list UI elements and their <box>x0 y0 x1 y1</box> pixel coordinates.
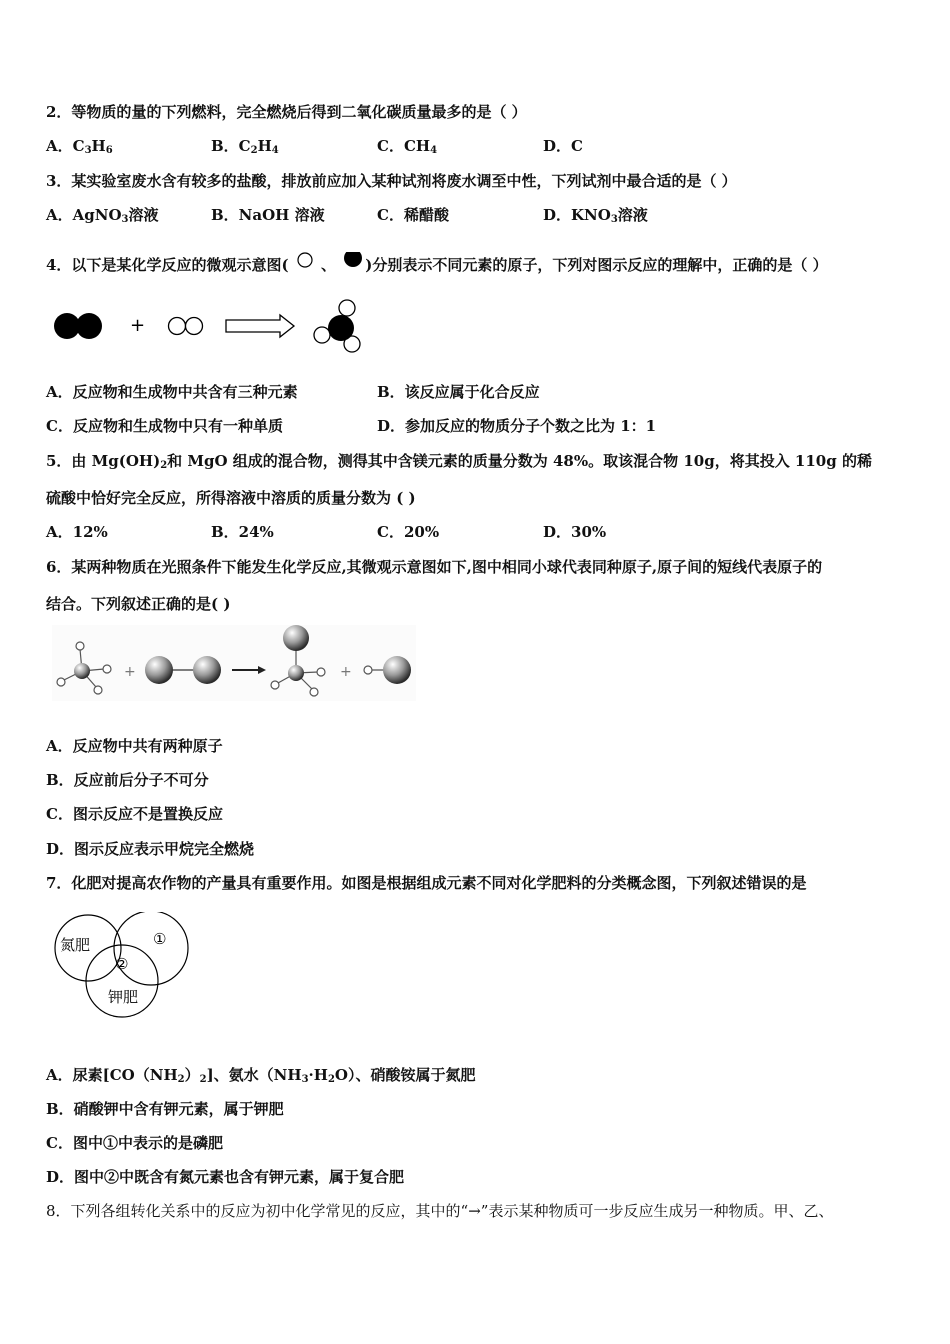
q4-reaction-diagram <box>50 298 370 358</box>
q4-option-b: B．该反应属于化合反应 <box>377 383 540 401</box>
q5-option-a: A．12% <box>46 523 108 541</box>
product-white-top <box>339 300 355 316</box>
q7-option-b: B．硝酸钾中含有钾元素，属于钾肥 <box>46 1100 284 1118</box>
q7-venn-diagram <box>50 912 200 1022</box>
q3-option-c: C．稀醋酸 <box>377 206 449 224</box>
venn-one-label: ① <box>153 930 167 948</box>
q6-option-d: D．图示反应表示甲烷完全燃烧 <box>46 840 255 858</box>
q2-option-d: D．C <box>543 137 583 155</box>
q3-option-b: B．NaOH 溶液 <box>211 206 325 224</box>
q6-option-b: B．反应前后分子不可分 <box>46 771 209 789</box>
q6-plus-1: + <box>124 664 136 680</box>
q4-option-c: C．反应物和生成物中只有一种单质 <box>46 417 283 435</box>
q5-option-d: D．30% <box>543 523 607 541</box>
q6-stem-line2: 结合。下列叙述正确的是( ) <box>46 595 231 613</box>
q4-option-d: D．参加反应的物质分子个数之比为 1：1 <box>377 417 657 435</box>
reaction-arrow <box>226 315 294 337</box>
white-atom-icon <box>294 252 316 274</box>
venn-two-label: ② <box>115 955 129 973</box>
q6-option-c: C．图示反应不是置换反应 <box>46 805 223 823</box>
q6-plus-2: + <box>340 664 352 680</box>
q7-option-c: C．图中①中表示的是磷肥 <box>46 1134 223 1152</box>
q7-option-a: A．尿素$[CO(NH_2)_2]$、氨水$(NH_3\cdot H_2O)$、硝酸铵属于氮肥 <box>46 1066 476 1085</box>
q3-option-a: A．AgNO$_3$溶液 <box>46 206 159 225</box>
q5-stem-line1: 5．由 $Mg(OH)_2$和 MgO 组成的混合物，测得其中含镁元素的质量分数为 48%。取该混合物 10g，将其投入 110g 的稀 <box>46 452 872 471</box>
black-atom-icon <box>341 252 365 274</box>
q8-stem: 8．下列各组转化关系中的反应为初中化学常见的反应，其中的“→”表示某种物质可一步反应生成另一种物质。甲、乙、 <box>46 1202 834 1220</box>
q6-option-a: A．反应物中共有两种原子 <box>46 737 223 755</box>
q2-option-b: B．$C_2H_4$ <box>211 137 279 156</box>
black-atom-2 <box>76 313 102 339</box>
q5-option-b: B．24% <box>211 523 274 541</box>
q3-option-d: D．$KNO_3$溶液 <box>543 206 648 225</box>
q4-plus: + <box>130 315 146 336</box>
q4-stem: 4．以下是某化学反应的微观示意图( 、 )分别表示不同元素的原子，下列对图示反应的理解中，正确的是（ ） <box>46 252 828 275</box>
q6-stem-line1: 6．某两种物质在光照条件下能发生化学反应,其微观示意图如下,图中相同小球代表同种原子,原子间的短线代表原子的 <box>46 558 823 576</box>
venn-nitrogen-label: 氮肥 <box>60 936 91 954</box>
product-black-center <box>328 315 354 341</box>
q2-option-c: C．$CH_4$ <box>377 137 438 156</box>
q2-stem: 2．等物质的量的下列燃料，完全燃烧后得到二氧化碳质量最多的是（ ） <box>46 103 527 121</box>
q2-option-a: A．$C_3H_6$ <box>46 137 113 156</box>
q3-stem: 3．某实验室废水含有较多的盐酸，排放前应加入某种试剂将废水调至中性，下列试剂中最合适的是（ ） <box>46 172 737 190</box>
q5-stem-line2: 硫酸中恰好完全反应，所得溶液中溶质的质量分数为 ( ) <box>46 489 416 507</box>
white-atom-2 <box>186 318 203 335</box>
product-white-left <box>314 327 330 343</box>
white-atom-1 <box>169 318 186 335</box>
q6-reaction-diagram <box>52 625 416 701</box>
q7-stem: 7．化肥对提高农作物的产量具有重要作用。如图是根据组成元素不同对化学肥料的分类概念图，下列叙述错误的是 <box>46 874 807 892</box>
q7-option-d: D．图中②中既含有氮元素也含有钾元素，属于复合肥 <box>46 1168 405 1186</box>
one-circle <box>114 912 188 985</box>
q4-option-a: A．反应物和生成物中共含有三种元素 <box>46 383 298 401</box>
q5-option-c: C．20% <box>377 523 440 541</box>
venn-potassium-label: 钾肥 <box>108 988 139 1006</box>
